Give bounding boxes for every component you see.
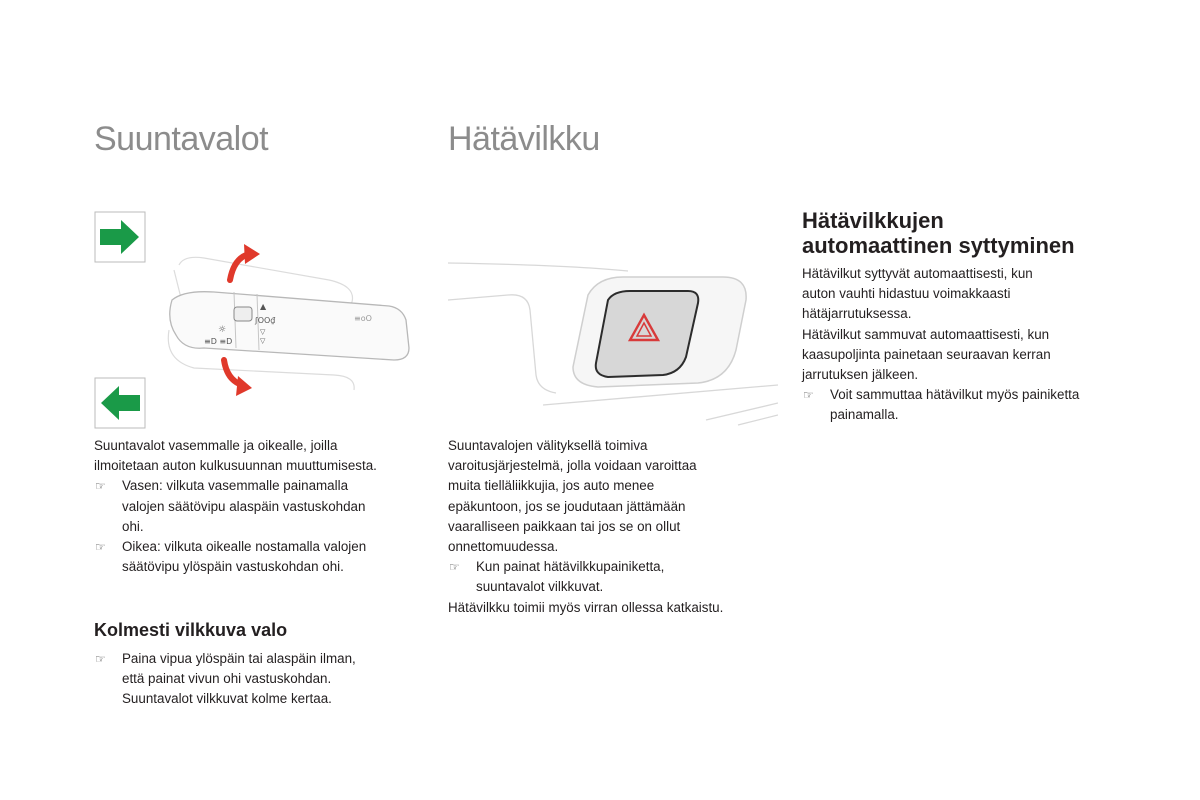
svg-text:☼: ☼	[218, 325, 227, 335]
bullet-hand-icon: ☞	[449, 560, 460, 575]
hatavilkku-title: Hätävilkku	[448, 120, 600, 158]
bullet-hand-icon: ☞	[803, 388, 814, 403]
svg-text:ʃOO₫: ʃOO₫	[255, 316, 276, 325]
left-intro	[94, 436, 424, 577]
down-rotate-arrow-icon	[236, 376, 252, 396]
middle-outro: Hätävilkku toimii myös virran ollessa katkaistu.	[448, 599, 724, 615]
turn-signal-lever-illustration	[94, 210, 419, 430]
left-bullet-vasen: ☞ Vasen: vilkuta vasemmalle painamalla valojen säätövipu alaspäin vastuskohdan ohi.	[95, 478, 366, 534]
kolmesti-bullet: ☞ Paina vipua ylöspäin tai alaspäin ilman, että painat vivun ohi vastuskohdan. Suuntavalot vilkkuvat kolme kertaa.	[95, 651, 356, 707]
left-bullet-oikea: ☞ Oikea: vilkuta oikealle nostamalla valojen säätövipu ylöspäin vastuskohdan ohi.	[95, 539, 367, 575]
kolmesti-text	[94, 649, 424, 710]
svg-text:▽: ▽	[260, 337, 266, 345]
middle-text: Suuntavalojen välityksellä toimiva varoitusjärjestelmä, jolla voidaan varoittaa muita tielläliikkujia, jos auto menee epäkuntoon, jos se joudutaan jättämään vaaralliseen paikkaan tai jos se on ollut onnettomuudessa. ☞ Kun painat hätävilkkupainiketta, suuntavalot vilkkuvat. Hätävilkku toimii myös virran ollessa katkaistu.	[448, 436, 778, 618]
bullet-hand-icon: ☞	[95, 479, 106, 494]
svg-text:▽: ▽	[260, 328, 266, 336]
left-intro-line: Suuntavalot vasemmalle ja oikealle, joilla	[94, 438, 338, 453]
automaattinen-title: Hätävilkkujen automaattinen syttyminen	[802, 208, 1075, 258]
right-text: Hätävilkut syttyvät automaattisesti, kun auton vauhti hidastuu voimakkaasti hätäjarrutuksessa. Hätävilkut sammuvat automaattisesti, kun kaasupoljinta painetaan seuraavan kerran jarrutuksen jälkeen. ☞ Voit sammuttaa hätävilkut myös painiketta painamalla.	[802, 264, 1162, 426]
bullet-hand-icon: ☞	[95, 540, 106, 555]
hazard-button	[596, 291, 699, 377]
up-rotate-arrow-icon	[244, 244, 260, 264]
svg-text:▲: ▲	[260, 302, 267, 311]
suuntavalot-title: Suuntavalot	[94, 120, 269, 158]
svg-text:≡D ≡D: ≡D ≡D	[204, 337, 233, 346]
kolmesti-title: Kolmesti vilkkuva valo	[94, 620, 288, 640]
hazard-button-illustration	[448, 255, 778, 430]
svg-text:≡oO: ≡oO	[354, 314, 372, 323]
right-bullet: ☞ Voit sammuttaa hätävilkut myös painiketta painamalla.	[803, 387, 1080, 423]
middle-bullet: ☞ Kun painat hätävilkkupainiketta, suuntavalot vilkkuvat.	[449, 559, 665, 595]
left-intro-line: ilmoitetaan auton kulkusuunnan muuttumisesta.	[94, 458, 377, 474]
bullet-hand-icon: ☞	[95, 652, 106, 666]
